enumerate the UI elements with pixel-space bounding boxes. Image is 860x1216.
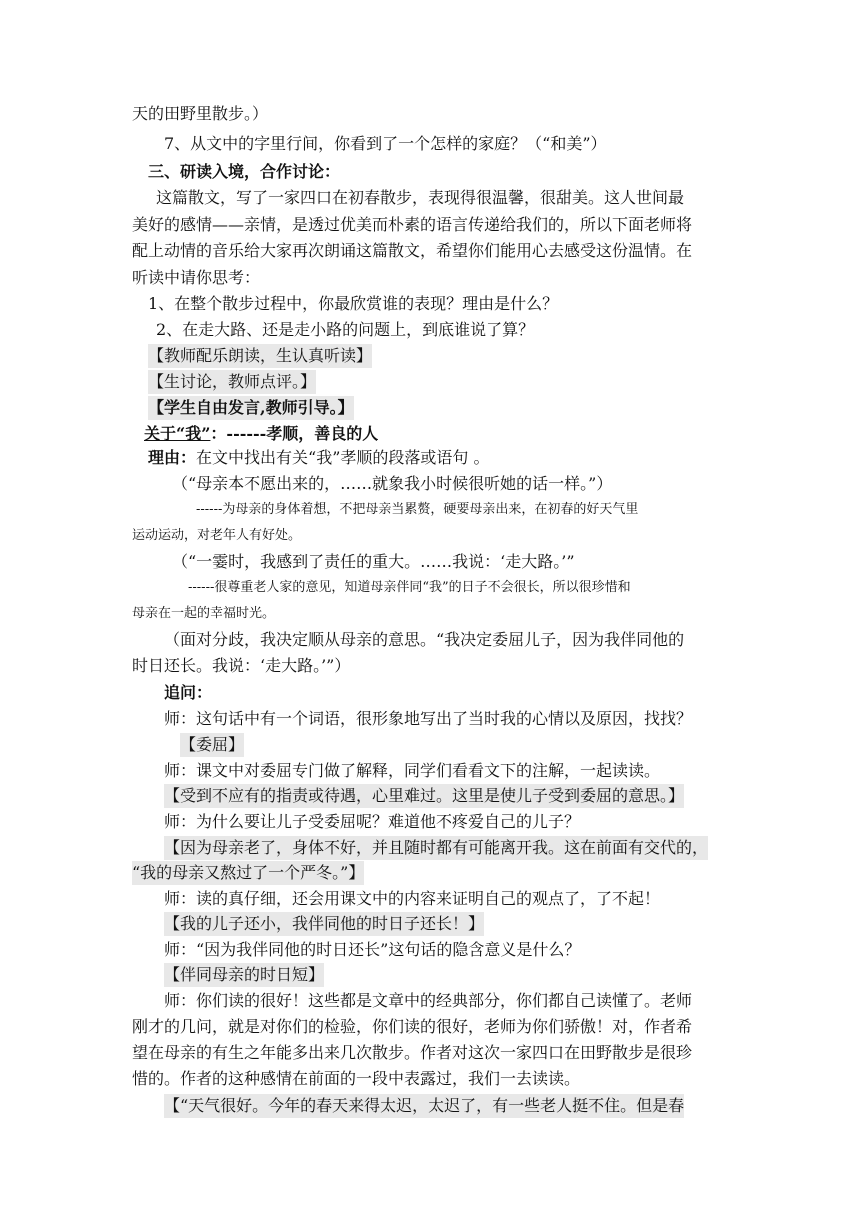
bracket-note: 【“天气很好。今年的春天来得太迟，太迟了，有一些老人挺不住。但是春 <box>164 1094 684 1118</box>
quote-line: （“母亲本不愿出来的，……就象我小时候很听她的话一样。”） <box>172 474 613 493</box>
bracket-note: 【教师配乐朗读，生认真听读】 <box>148 344 372 368</box>
section-heading: 三、研读入境，合作讨论： <box>148 162 341 181</box>
bracket-note: 【我的儿子还小，我伴同他的时日子还长！】 <box>164 912 484 936</box>
teacher-line: 师：读的真仔细，还会用课文中的内容来证明自己的观点了，了不起！ <box>164 889 661 908</box>
teacher-line: 刚才的几问，就是对你们的检验，你们读的很好，老师为你们骄傲！对，作者希 <box>132 1017 693 1036</box>
quote-line: （面对分歧，我决定顺从母亲的意思。“我决定委屈儿子，因为我伴同他的 <box>164 630 685 649</box>
teacher-line: 惜的。作者的这种感情在前面的一段中表露过，我们一去读读。 <box>132 1069 581 1088</box>
question-7: 7、从文中的字里行间，你看到了一个怎样的家庭？（“和美”） <box>164 134 607 153</box>
paragraph-line: 这篇散文，写了一家四口在初春散步，表现得很温馨，很甜美。这人世间最 <box>156 188 685 207</box>
teacher-line: 师：这句话中有一个词语，很形象地写出了当时我的心情以及原因，找找？ <box>164 709 693 728</box>
paragraph-line: 配上动情的音乐给大家再次朗诵这篇散文，希望你们能用心去感受这份温情。在 <box>132 241 693 260</box>
bracket-note: 【伴同母亲的时日短】 <box>164 963 324 987</box>
question-item: 1、在整个散步过程中，你最欣赏谁的表现？理由是什么？ <box>148 294 559 313</box>
bracket-note: 【受到不应有的指责或待遇，心里难过。这里是使儿子受到委屈的意思。】 <box>164 784 684 808</box>
reason-label: 理由： <box>148 448 197 467</box>
bracket-note: 【学生自由发言,教师引导。】 <box>148 396 354 420</box>
bracket-note: “我的母亲又熬过了一个严冬。”】 <box>132 861 364 885</box>
character-heading <box>144 422 378 446</box>
analysis-line: 母亲在一起的幸福时光。 <box>132 606 276 621</box>
bracket-note: 【委屈】 <box>180 733 244 757</box>
paragraph-line: 听读中请你思考： <box>132 268 261 287</box>
paragraph-line: 美好的感情——亲情，是透过优美而朴素的语言传递给我们的，所以下面老师将 <box>132 215 693 234</box>
reason-text: 在文中找出有关“我”孝顺的段落或语句 。 <box>196 448 490 467</box>
teacher-line: 师：课文中对委屈专门做了解释，同学们看看文下的注解，一起读读。 <box>164 761 661 780</box>
teacher-line: 师：为什么要让儿子受委屈呢？难道他不疼爱自己的儿子？ <box>164 812 581 831</box>
quote-line: （“一霎时，我感到了责任的重大。……我说：‘走大路。’” <box>172 552 575 571</box>
quote-line: 时日还长。我说：‘走大路。’”） <box>132 656 351 675</box>
question-item: 2、在走大路、还是走小路的问题上，到底谁说了算？ <box>156 320 535 339</box>
teacher-line: 师：“因为我伴同他的时日还长”这句话的隐含意义是什么？ <box>164 940 581 959</box>
analysis-line: ------为母亲的身体着想，不把母亲当累赘，硬要母亲出来，在初春的好天气里 <box>196 502 639 517</box>
text-line: 天的田野里散步。） <box>132 104 269 123</box>
analysis-line: ------很尊重老人家的意见，知道母亲伴同“我”的日子不会很长，所以很珍惜和 <box>188 580 631 595</box>
follow-up-label: 追问： <box>164 683 213 702</box>
bracket-note: 【因为母亲老了，身体不好，并且随时都有可能离开我。这在前面有交代的， <box>164 836 708 860</box>
teacher-line: 望在母亲的有生之年能多出来几次散步。作者对这次一家四口在田野散步是很珍 <box>132 1043 693 1062</box>
reason-line <box>148 446 489 470</box>
character-name: 关于“我” <box>144 424 211 443</box>
teacher-line: 师：你们读的很好！这些都是文章中的经典部分，你们都自己读懂了。老师 <box>164 991 693 1010</box>
character-trait: ：------孝顺，善良的人 <box>210 424 379 443</box>
analysis-line: 运动运动，对老年人有好处。 <box>132 528 302 543</box>
bracket-note: 【生讨论，教师点评。】 <box>148 370 316 394</box>
